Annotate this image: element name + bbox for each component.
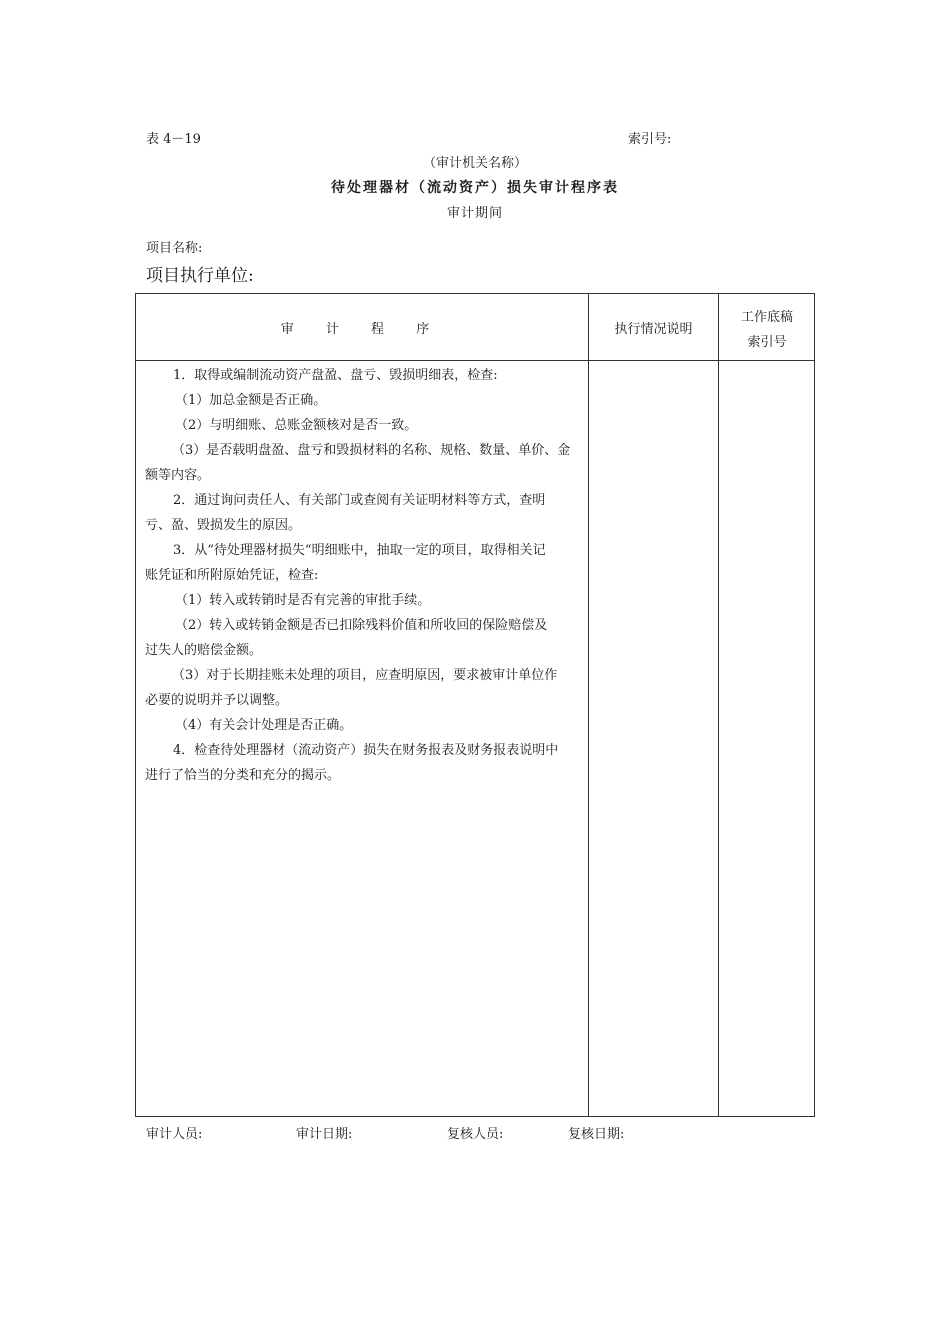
- procedure-line: （3）对于长期挂账未处理的项目，应查明原因，要求被审计单位作: [172, 668, 558, 683]
- procedure-line: 账凭证和所附原始凭证，检查:: [145, 568, 319, 583]
- index-number-label: 索引号:: [628, 132, 672, 147]
- procedure-line: （1）加总金额是否正确。: [175, 393, 327, 408]
- procedure-line: 过失人的赔偿金额。: [145, 643, 263, 658]
- procedure-line: （2）与明细账、总账金额核对是否一致。: [175, 418, 418, 433]
- procedure-line: 3．从“待处理器材损失“明细账中，抽取一定的项目，取得相关记: [173, 543, 546, 558]
- column-header-workpaper-line1: 工作底稿: [740, 310, 793, 325]
- procedure-line: 进行了恰当的分类和充分的揭示。: [145, 768, 341, 783]
- audit-procedure-table: [135, 293, 815, 1117]
- procedure-line: （3）是否载明盘盈、盘亏和毁损材料的名称、规格、数量、单价、金: [172, 443, 571, 458]
- header-divider: [136, 360, 814, 361]
- audit-date-label: 审计日期:: [296, 1127, 353, 1142]
- procedure-line: 额等内容。: [145, 468, 211, 483]
- procedure-line: 1．取得或编制流动资产盘盈、盘亏、毁损明细表，检查:: [173, 368, 498, 383]
- audit-organization-name: （审计机关名称）: [422, 156, 527, 171]
- table-number: 表 4－19: [146, 132, 201, 147]
- procedure-line: （1）转入或转销时是否有完善的审批手续。: [175, 593, 431, 608]
- column-header-workpaper-line2: 索引号: [747, 335, 787, 350]
- column-header-workpaper-index: [719, 305, 815, 355]
- procedure-line: （4）有关会计处理是否正确。: [175, 718, 353, 733]
- procedure-line: 2．通过询问责任人、有关部门或查阅有关证明材料等方式，查明: [173, 493, 546, 508]
- column-divider: [718, 294, 719, 1116]
- auditor-label: 审计人员:: [146, 1127, 203, 1142]
- audit-period: 审计期间: [446, 206, 503, 221]
- procedure-line: 必要的说明并予以调整。: [145, 693, 289, 708]
- reviewer-label: 复核人员:: [447, 1127, 504, 1142]
- procedure-content: [145, 363, 581, 788]
- project-unit-label: 项目执行单位:: [146, 266, 254, 286]
- review-date-label: 复核日期:: [568, 1127, 625, 1142]
- column-divider: [588, 294, 589, 1116]
- document-title: 待处理器材（流动资产）损失审计程序表: [331, 180, 619, 196]
- procedure-line: （2）转入或转销金额是否已扣除残料价值和所收回的保险赔偿及: [175, 618, 548, 633]
- project-name-label: 项目名称:: [146, 241, 203, 256]
- column-header-execution: 执行情况说明: [614, 322, 693, 337]
- procedure-line: 4．检查待处理器材（流动资产）损失在财务报表及财务报表说明中: [173, 743, 559, 758]
- column-header-procedure: 审 计 程 序: [280, 322, 444, 337]
- procedure-line: 亏、盈、毁损发生的原因。: [145, 518, 302, 533]
